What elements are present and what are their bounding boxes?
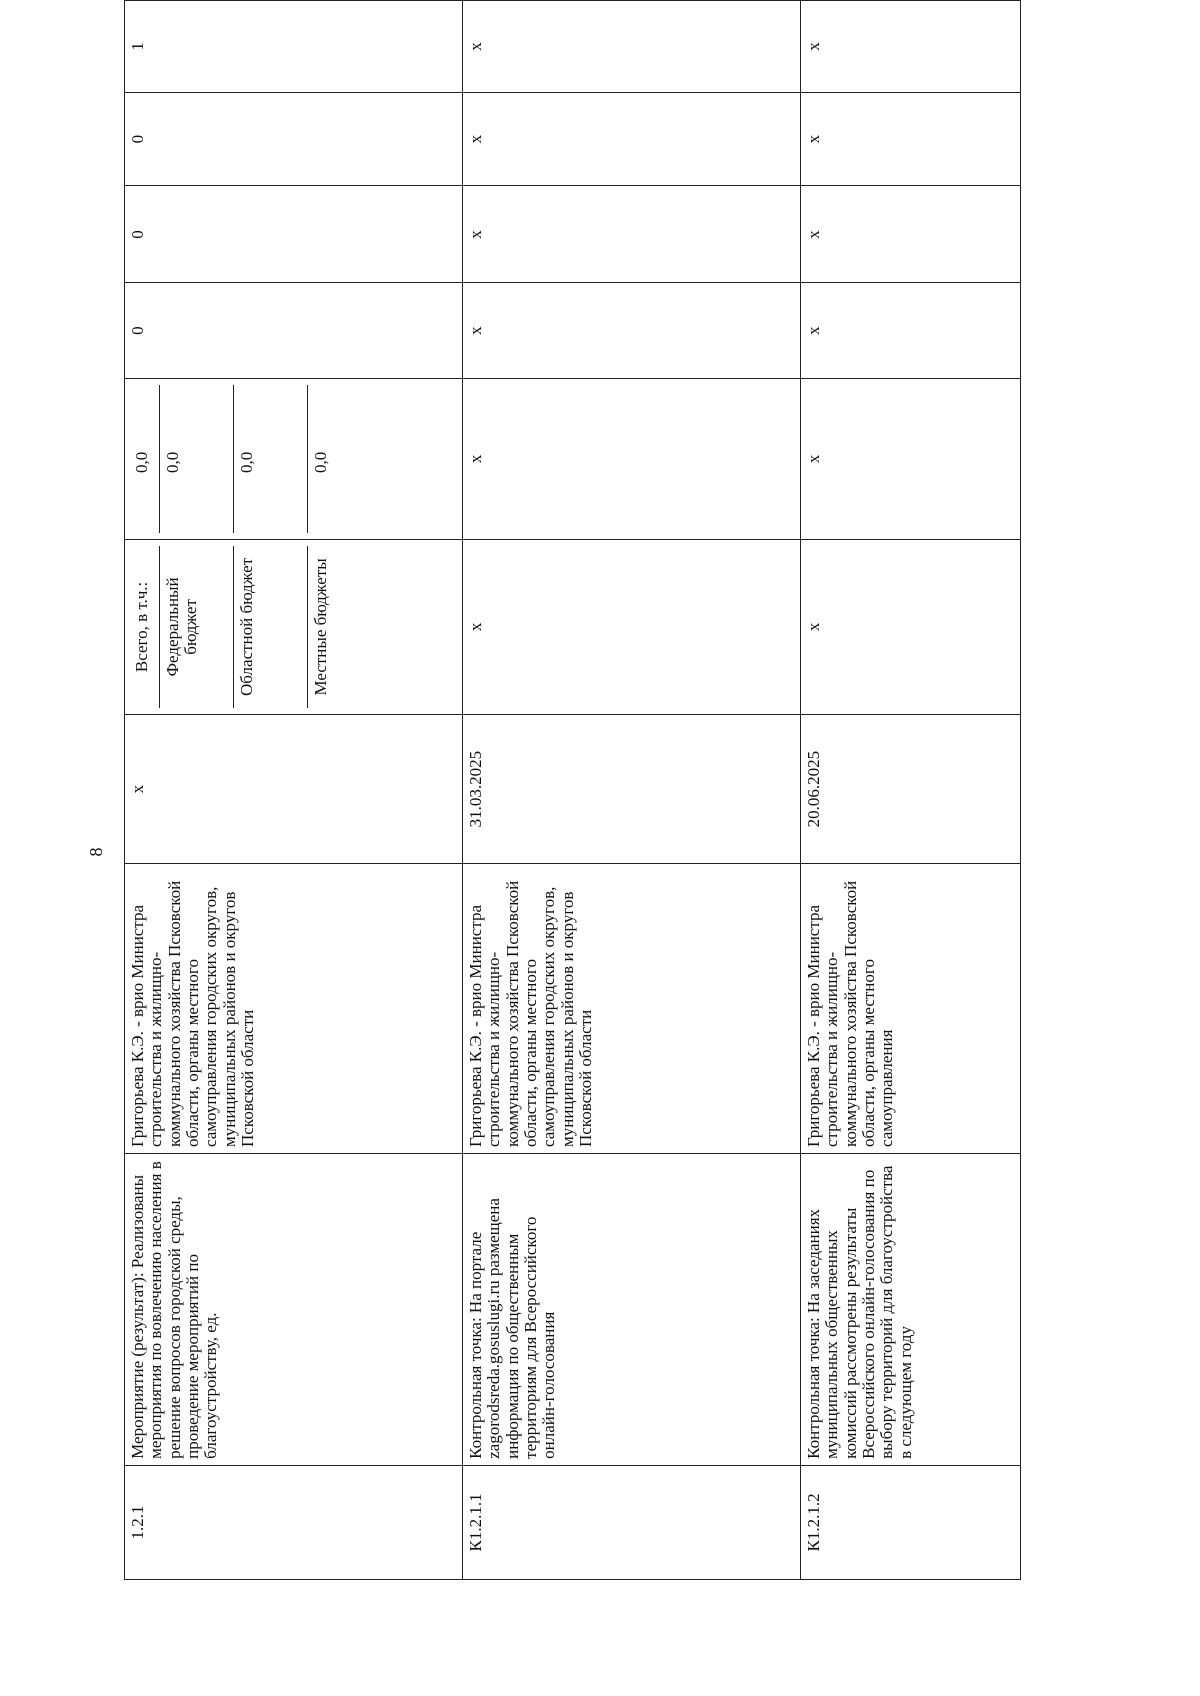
measure-name: Мероприятие (результат): Реализованы мероприятия по вовлечению населения в решение вопросов городской среды, проведение мероприятий по благоустройству, ед. bbox=[125, 1154, 463, 1466]
responsible: Григорьева К.Э. - врио Министра строительства и жилищно-коммунального хозяйства Псковской области, органы местного самоуправления городских округов, муниципальных районов и округов Псковской области bbox=[125, 864, 463, 1154]
source-total: Всего, в т.ч.: bbox=[132, 581, 151, 673]
row-number: К1.2.1.1 bbox=[463, 1465, 801, 1579]
responsible: Григорьева К.Э. - врио Министра строительства и жилищно-коммунального хозяйства Псковской области, органы местного самоуправления bbox=[801, 864, 1021, 1154]
deadline: 20.06.2025 bbox=[801, 714, 1021, 863]
deadline: 31.03.2025 bbox=[463, 714, 801, 863]
year-value-2: x bbox=[463, 186, 801, 283]
funding-source: x bbox=[801, 539, 1021, 714]
amount-regional: 0,0 bbox=[233, 385, 307, 533]
year-value-3: 0 bbox=[125, 92, 463, 186]
page-number: 8 bbox=[86, 847, 106, 857]
year-value-1: x bbox=[463, 283, 801, 378]
funding-amount: x bbox=[463, 378, 801, 539]
responsible: Григорьева К.Э. - врио Министра строительства и жилищно-коммунального хозяйства Псковской области, органы местного самоуправления городских округов, муниципальных районов и округов Псковской области bbox=[463, 864, 801, 1154]
measure-name: Контрольная точка: На портале zagorodsreda.gosuslugi.ru размещена информация по общественным территориям для Всероссийского онлайн-голосования bbox=[463, 1154, 801, 1466]
year-value-1: x bbox=[801, 283, 1021, 378]
deadline: x bbox=[125, 714, 463, 863]
row-number: 1.2.1 bbox=[125, 1465, 463, 1579]
source-regional: Областной бюджет bbox=[233, 546, 307, 708]
year-value-2: x bbox=[801, 186, 1021, 283]
year-value-4: 1 bbox=[125, 1, 463, 93]
program-table bbox=[124, 0, 1021, 1580]
amount-federal: 0,0 bbox=[159, 385, 233, 533]
row-number: К1.2.1.2 bbox=[801, 1465, 1021, 1579]
funding-source: x bbox=[463, 539, 801, 714]
table-row bbox=[801, 1, 1021, 1580]
source-local: Местные бюджеты bbox=[307, 546, 387, 708]
amount-local: 0,0 bbox=[307, 385, 387, 533]
year-value-4: x bbox=[463, 1, 801, 93]
source-federal: Федеральный бюджет bbox=[159, 546, 233, 708]
funding-amounts bbox=[125, 378, 463, 539]
year-value-3: x bbox=[463, 92, 801, 186]
measure-name: Контрольная точка: На заседаниях муниципальных общественных комиссий рассмотрены результаты Всероссийского онлайн-голосования по выбору территорий для благоустройства в следующем году bbox=[801, 1154, 1021, 1466]
funding-sources bbox=[125, 539, 463, 714]
year-value-1: 0 bbox=[125, 283, 463, 378]
amount-total: 0,0 bbox=[132, 451, 151, 473]
year-value-2: 0 bbox=[125, 186, 463, 283]
funding-amount: x bbox=[801, 378, 1021, 539]
table-row bbox=[125, 1, 463, 1580]
year-value-3: x bbox=[801, 92, 1021, 186]
table-row bbox=[463, 1, 801, 1580]
year-value-4: x bbox=[801, 1, 1021, 93]
